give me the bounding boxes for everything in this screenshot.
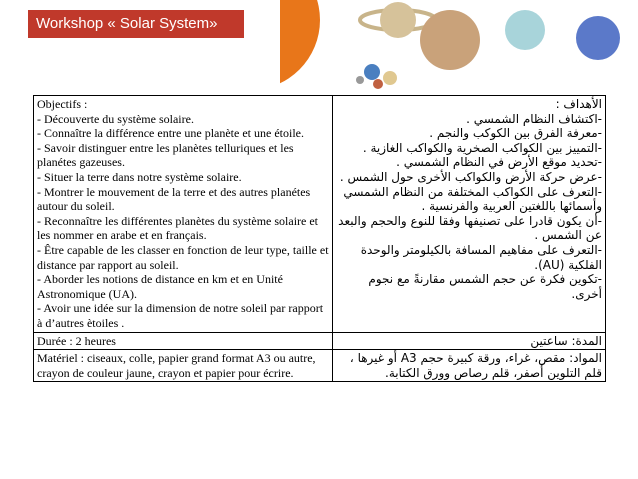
objective-fr-line: Objectifs :: [37, 97, 88, 111]
objective-ar-line: -عرض حركة الأرض والكواكب الأخرى حول الشمس .: [339, 169, 602, 184]
duration-row: [34, 332, 606, 350]
objective-fr-line: - Connaître la différence entre une planète et une étoile.: [37, 126, 304, 141]
objectives-row: [34, 96, 606, 333]
workshop-table: [33, 95, 606, 382]
objectives-fr-cell: [34, 96, 333, 333]
objective-ar-line: -التعرف على مفاهيم المسافة بالكيلومتر والوحدة الفلكية (AU).: [360, 242, 602, 272]
jupiter-icon: [420, 10, 480, 70]
objective-ar-line: الأهداف :: [555, 97, 602, 111]
objectives-ar-cell: [333, 96, 606, 333]
page-title: Workshop « Solar System»: [28, 10, 244, 38]
duration-fr-cell: Durée : 2 heures: [34, 332, 333, 350]
materials-ar-cell: المواد: مقص، غراء، ورقة كبيرة حجم A3 أو غيرها ، قلم التلوين أصفر، قلم رصاص وورق الكتابة.: [333, 350, 606, 382]
objective-ar-line: -اكتشاف النظام الشمسي .: [466, 111, 602, 126]
objective-ar-line: -تحديد موقع الأرض في النظام الشمسي .: [396, 155, 602, 170]
objective-fr-line: - Situer la terre dans notre système solaire.: [37, 169, 242, 184]
objective-ar-line: -أن يكون قادرا على تصنيفها وفقا للنوع والحجم والبعد عن الشمس .: [338, 213, 602, 243]
venus-icon: [383, 71, 397, 85]
mercury-icon: [356, 76, 364, 84]
materials-row: [34, 350, 606, 382]
objective-ar-line: -التمييز بين الكواكب الصخرية والكواكب الغازية .: [362, 140, 602, 155]
mars-icon: [373, 79, 383, 89]
duration-ar-cell: المدة: ساعتين: [333, 332, 606, 350]
objective-ar-line: -التعرف على الكواكب المختلفة من النظام الشمسي وأسمائها باللغتين العربية والفرنسية .: [343, 184, 602, 214]
neptune-icon: [576, 16, 620, 60]
materials-fr-cell: Matériel : ciseaux, colle, papier grand format A3 ou autre, crayon de couleur jaune, crayon et papier pour écrire.: [34, 350, 333, 382]
objective-fr-line: - Savoir distinguer entre les planètes telluriques et les planétes gazeuses.: [37, 140, 294, 170]
objective-fr-line: - Aborder les notions de distance en km et en Unité Astronomique (UA).: [37, 272, 283, 301]
planets-illustration: [280, 0, 638, 90]
objective-fr-line: - Montrer le mouvement de la terre et des autres planétes autour du soleil.: [37, 184, 311, 214]
earth-icon: [364, 64, 380, 80]
uranus-icon: [505, 10, 545, 50]
objective-fr-line: - Être capable de les classer en fonction de leur type, taille et distance par rapport au soleil.: [37, 242, 329, 272]
objective-ar-line: -تكوين فكرة عن حجم الشمس مقارنةً مع نجوم أخرى.: [368, 272, 602, 301]
objective-fr-line: - Découverte du système solaire.: [37, 111, 194, 126]
objective-ar-line: -معرفة الفرق بين الكوكب والنجم .: [429, 126, 602, 141]
objective-fr-line: - Avoir une idée sur la dimension de notre soleil par rapport à d’autres ètoiles .: [37, 301, 324, 330]
objective-fr-line: - Reconnaître les différentes planètes du système solaire et les nommer en arabe et en français.: [37, 213, 319, 243]
sun-icon: [280, 0, 320, 90]
